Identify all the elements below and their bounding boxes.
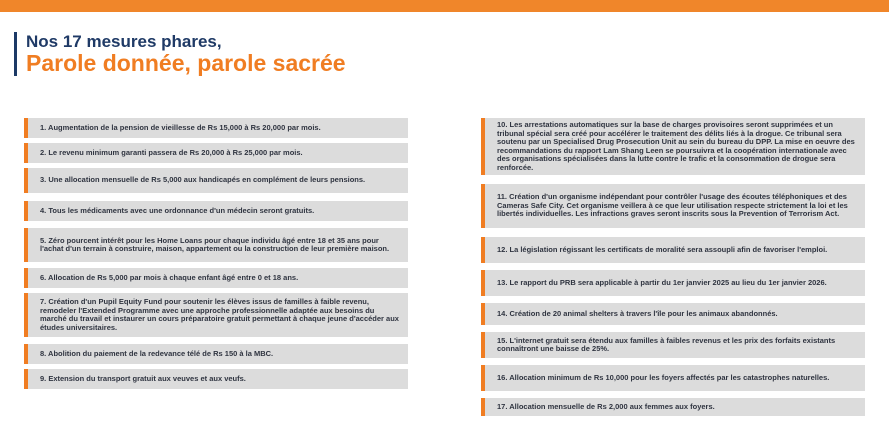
measure-text: 17. Allocation mensuelle de Rs 2,000 aux femmes aux foyers. [497, 401, 715, 411]
item-accent-bar [481, 270, 485, 296]
measure-item-11 [481, 184, 865, 228]
item-accent-bar [481, 118, 485, 175]
header-rule [14, 32, 17, 76]
measure-text: 11. Création d'un organisme indépendant pour contrôler l'usage des écoutes téléphoniques et des Cameras Safe City. Cet organisme veillera à ce que leur utilisation respecte strictement la loi et les libertés individuelles. Les infractions graves seront inscrits sous la Prevention of Terrorism Act. [497, 192, 848, 219]
item-accent-bar [24, 201, 28, 221]
measure-item-7 [24, 293, 408, 337]
measure-text: 1. Augmentation de la pension de vieillesse de Rs 15,000 à Rs 20,000 par mois. [40, 122, 321, 132]
measure-text: 12. La législation régissant les certificats de moralité sera assoupli afin de favoriser l'emploi. [497, 244, 828, 254]
measure-item-3 [24, 168, 408, 193]
measure-text: 14. Création de 20 animal shelters à travers l'île pour les animaux abandonnés. [497, 308, 778, 318]
item-accent-bar [481, 303, 485, 325]
measure-item-10 [481, 118, 865, 175]
measure-text: 9. Extension du transport gratuit aux veuves et aux veufs. [40, 373, 246, 383]
measure-text: 10. Les arrestations automatiques sur la base de charges provisoires seront supprimées et un tribunal spécial sera créé pour accélérer le traitement des délits liés à la drogue. Ce tribunal sera soutenu par un Specialised Drug Prosecution Unit au sein du bureau du DPP. La mise en oeuvre des recommandations du rapport Lam Shang Leen se poursuivra et la coopération internationale avec des organisations spécialisées dans la lutte contre le trafic et la consommation de drogue sera renforcée. [497, 120, 855, 172]
item-accent-bar [24, 228, 28, 262]
page-title: Nos 17 mesures phares, [26, 32, 222, 51]
item-accent-bar [24, 369, 28, 389]
item-accent-bar [481, 237, 485, 263]
measure-text: 13. Le rapport du PRB sera applicable à partir du 1er janvier 2025 au lieu du 1er janvier 2026. [497, 277, 827, 287]
item-accent-bar [24, 168, 28, 193]
item-accent-bar [481, 398, 485, 416]
item-accent-bar [481, 332, 485, 358]
item-accent-bar [481, 184, 485, 228]
measure-item-2 [24, 143, 408, 163]
measure-text: 4. Tous les médicaments avec une ordonnance d'un médecin seront gratuits. [40, 205, 315, 215]
measure-item-5 [24, 228, 408, 262]
top-accent-bar [0, 0, 889, 12]
item-accent-bar [24, 268, 28, 288]
page-subtitle: Parole donnée, parole sacrée [26, 50, 346, 76]
measure-text: 3. Une allocation mensuelle de Rs 5,000 aux handicapés en complément de leurs pensions. [40, 175, 366, 185]
item-accent-bar [24, 118, 28, 138]
item-accent-bar [24, 344, 28, 364]
measure-item-9 [24, 369, 408, 389]
measure-item-6 [24, 268, 408, 288]
measure-text: 7. Création d'un Pupil Equity Fund pour soutenir les élèves issus de familles à faible revenu, remodeler l'Extended Programme avec une approche professionnelle adaptée aux besoins du marché du travail et instaurer un cours préparatoire gratuit permettant à chaque jeune d'accéder aux études universitaires. [40, 297, 399, 332]
measure-text: 16. Allocation minimum de Rs 10,000 pour les foyers affectés par les catastrophes naturelles. [497, 372, 830, 382]
item-accent-bar [24, 293, 28, 337]
measure-item-16 [481, 365, 865, 391]
measure-text: 6. Allocation de Rs 5,000 par mois à chaque enfant âgé entre 0 et 18 ans. [40, 272, 299, 282]
measure-item-1 [24, 118, 408, 138]
measure-item-17 [481, 398, 865, 416]
measure-item-4 [24, 201, 408, 221]
measure-item-14 [481, 303, 865, 325]
measure-item-15 [481, 332, 865, 358]
measure-text: 5. Zéro pourcent intérêt pour les Home Loans pour chaque individu âgé entre 18 et 35 ans pour l'achat d'un terrain à construire, maison, appartement ou la construction de leur première maison. [40, 235, 390, 253]
measure-item-12 [481, 237, 865, 263]
measure-text: 2. Le revenu minimum garanti passera de Rs 20,000 à Rs 25,000 par mois. [40, 147, 303, 157]
measure-text: 15. L'internet gratuit sera étendu aux familles à faibles revenus et les prix des forfaits existants connaîtront une baisse de 25%. [497, 335, 836, 353]
measure-item-13 [481, 270, 865, 296]
measure-item-8 [24, 344, 408, 364]
item-accent-bar [24, 143, 28, 163]
measure-text: 8. Abolition du paiement de la redevance télé de Rs 150 à la MBC. [40, 348, 274, 358]
item-accent-bar [481, 365, 485, 391]
